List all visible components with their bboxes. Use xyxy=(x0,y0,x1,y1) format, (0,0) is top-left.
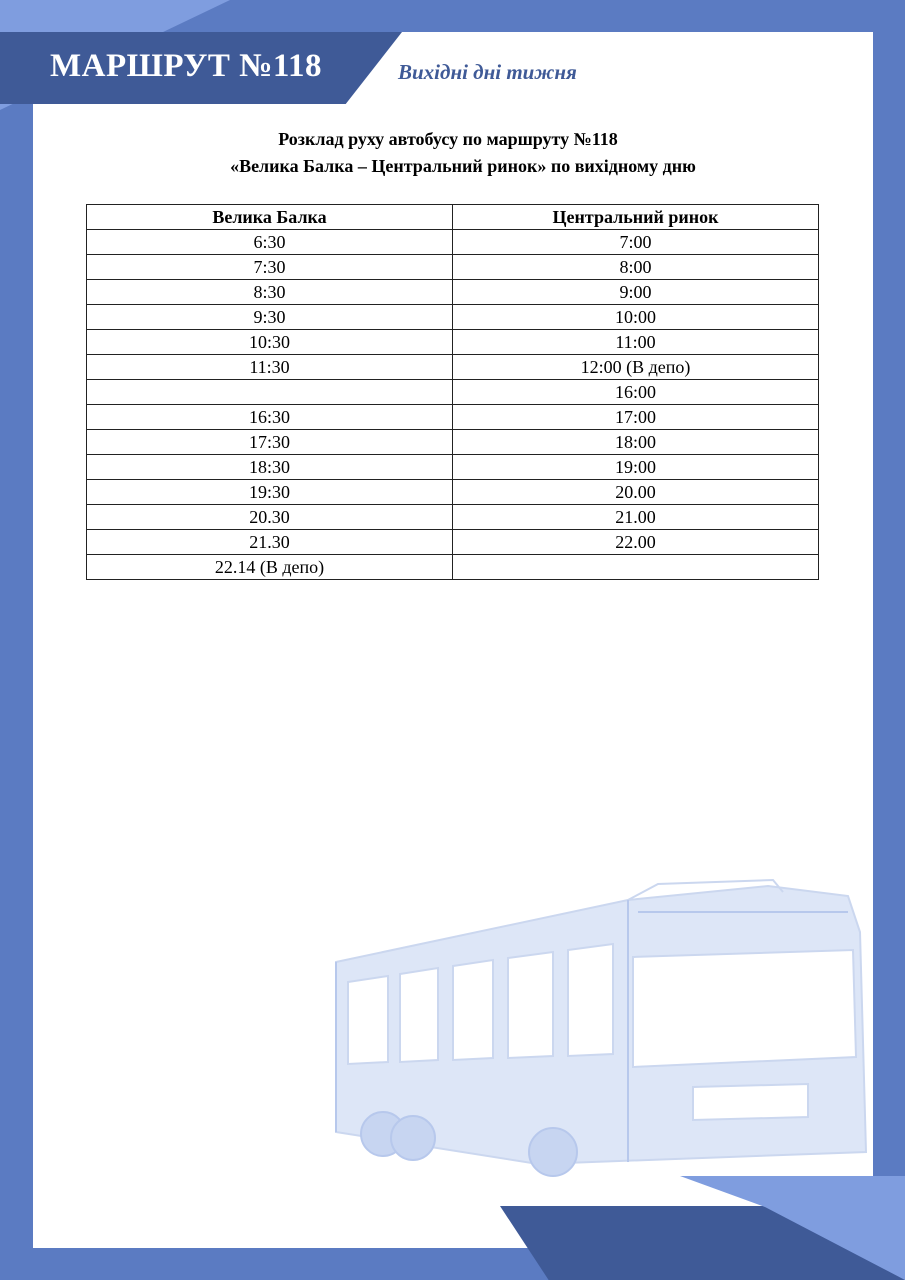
table-row xyxy=(87,255,819,280)
route-title: МАРШРУТ №118 xyxy=(50,48,323,84)
departure-cell: 21.30 xyxy=(87,530,453,555)
heading-line-2: «Велика Балка – Центральний ринок» по вихідному дню xyxy=(230,156,696,176)
departure-cell: 22.14 (В депо) xyxy=(87,555,453,580)
departure-cell: 8:00 xyxy=(453,255,819,280)
table-row xyxy=(87,405,819,430)
departure-cell: 11:00 xyxy=(453,330,819,355)
departure-cell: 19:30 xyxy=(87,480,453,505)
departure-cell: 6:30 xyxy=(87,230,453,255)
table-header-row xyxy=(87,205,819,230)
table-row xyxy=(87,230,819,255)
table-row xyxy=(87,280,819,305)
table-row xyxy=(87,455,819,480)
departure-cell: 22.00 xyxy=(453,530,819,555)
table-row xyxy=(87,530,819,555)
departure-cell: 17:00 xyxy=(453,405,819,430)
departure-cell: 18:30 xyxy=(87,455,453,480)
table-row xyxy=(87,330,819,355)
departure-cell: 19:00 xyxy=(453,455,819,480)
departure-cell xyxy=(453,555,819,580)
departure-cell: 16:30 xyxy=(87,405,453,430)
table-row xyxy=(87,480,819,505)
departure-cell: 10:00 xyxy=(453,305,819,330)
column-header-tsentralnyi-rynok: Центральний ринок xyxy=(453,205,819,230)
table-row xyxy=(87,305,819,330)
departure-cell: 20.00 xyxy=(453,480,819,505)
schedule-heading xyxy=(33,126,873,180)
days-subtitle: Вихідні дні тижня xyxy=(398,60,577,84)
departure-cell: 21.00 xyxy=(453,505,819,530)
departure-cell: 8:30 xyxy=(87,280,453,305)
bus-illustration-icon xyxy=(328,872,873,1182)
departure-cell: 11:30 xyxy=(87,355,453,380)
departure-cell: 9:00 xyxy=(453,280,819,305)
table-row xyxy=(87,380,819,405)
departure-cell: 18:00 xyxy=(453,430,819,455)
departure-cell xyxy=(87,380,453,405)
table-row xyxy=(87,355,819,380)
departure-cell: 7:30 xyxy=(87,255,453,280)
departure-cell: 10:30 xyxy=(87,330,453,355)
table-row xyxy=(87,430,819,455)
departure-cell: 16:00 xyxy=(453,380,819,405)
departure-cell: 9:30 xyxy=(87,305,453,330)
table-row xyxy=(87,555,819,580)
table-row xyxy=(87,505,819,530)
heading-line-1: Розклад руху автобусу по маршруту №118 xyxy=(278,129,618,149)
departure-cell: 7:00 xyxy=(453,230,819,255)
departure-cell: 12:00 (В депо) xyxy=(453,355,819,380)
schedule-table xyxy=(86,204,819,580)
column-header-velyka-balka: Велика Балка xyxy=(87,205,453,230)
departure-cell: 17:30 xyxy=(87,430,453,455)
departure-cell: 20.30 xyxy=(87,505,453,530)
